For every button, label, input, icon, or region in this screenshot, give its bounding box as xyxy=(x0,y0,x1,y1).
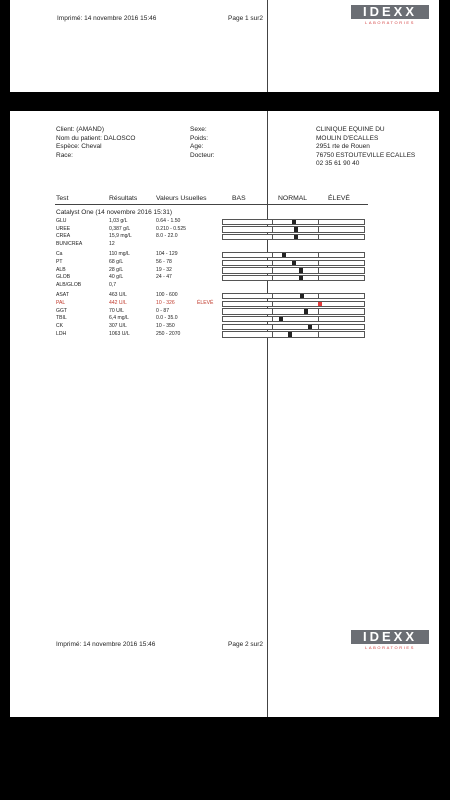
test-result: 110 mg/L xyxy=(109,251,130,258)
value-marker xyxy=(279,317,283,321)
test-name: UREE xyxy=(56,225,71,232)
range-bar xyxy=(222,331,365,337)
range-bar xyxy=(222,219,365,225)
reference-range: 24 - 47 xyxy=(156,274,172,281)
range-divider xyxy=(272,227,273,231)
value-marker xyxy=(300,294,304,298)
range-divider xyxy=(318,294,319,298)
value-marker xyxy=(292,220,296,224)
table-row xyxy=(56,308,376,316)
page-number: Page 1 sur2 xyxy=(228,15,264,22)
table-row xyxy=(56,259,376,267)
range-divider xyxy=(272,317,273,321)
test-name: GLOB xyxy=(56,274,71,281)
fold-line xyxy=(267,0,268,92)
page-number: Page 2 sur2 xyxy=(228,641,264,648)
table-row xyxy=(56,331,376,339)
reference-range: 8.0 - 22.0 xyxy=(156,233,178,240)
range-divider xyxy=(272,235,273,239)
range-divider xyxy=(272,309,273,313)
range-divider xyxy=(318,227,319,231)
value-marker xyxy=(299,276,303,280)
range-divider xyxy=(272,325,273,329)
reference-range: 0 - 87 xyxy=(156,307,170,314)
value-marker xyxy=(299,268,303,272)
test-result: 463 U/L xyxy=(109,292,127,299)
reference-range: 56 - 78 xyxy=(156,259,172,265)
test-result: 12 xyxy=(109,241,115,248)
header-divider xyxy=(55,204,368,205)
reference-range: 104 - 129 xyxy=(156,251,178,258)
range-divider xyxy=(318,261,319,265)
range-divider xyxy=(318,235,319,239)
value-marker xyxy=(288,332,292,336)
range-divider xyxy=(272,220,273,224)
table-row xyxy=(56,292,376,300)
reference-range: 10 - 350 xyxy=(156,323,175,330)
range-bar xyxy=(222,260,365,266)
test-result: 68 g/L xyxy=(109,259,124,265)
table-row xyxy=(56,226,376,234)
range-bar xyxy=(222,226,365,232)
range-divider xyxy=(272,302,273,306)
table-row xyxy=(56,233,376,241)
page-2 xyxy=(10,111,439,717)
test-result: 15,9 mg/L xyxy=(109,233,132,240)
reference-range: 0.0 - 35.0 xyxy=(156,315,178,322)
idexx-logo: IDEXX LABORATORIES xyxy=(351,5,429,27)
table-row xyxy=(56,282,376,290)
printed-date: Imprimé: 14 novembre 2016 15:46 xyxy=(57,15,157,22)
doctor: Docteur: xyxy=(190,151,215,159)
range-bar xyxy=(222,293,365,299)
test-result: 6,4 mg/L xyxy=(109,315,129,322)
range-divider xyxy=(318,220,319,224)
range-divider xyxy=(272,268,273,272)
range-divider xyxy=(272,253,273,257)
patient-info xyxy=(56,126,135,160)
range-divider xyxy=(272,294,273,298)
col-results: Résultats xyxy=(109,195,138,202)
reference-range: 100 - 600 xyxy=(156,292,178,299)
range-divider xyxy=(318,268,319,272)
test-name: ALB xyxy=(56,266,66,273)
range-divider xyxy=(318,317,319,321)
range-bar xyxy=(222,301,365,307)
reference-range: 0.64 - 1.50 xyxy=(156,218,181,224)
test-name: GGT xyxy=(56,307,68,314)
range-bar xyxy=(222,252,365,258)
value-marker xyxy=(282,253,286,257)
test-name: CK xyxy=(56,323,64,330)
reference-range: 250 - 2070 xyxy=(156,330,181,337)
printed-date: Imprimé: 14 novembre 2016 15:46 xyxy=(56,641,156,648)
table-row xyxy=(56,323,376,331)
test-name: ALB/GLOB xyxy=(56,282,82,289)
reference-range: 10 - 326 xyxy=(156,300,175,306)
range-divider xyxy=(318,309,319,313)
high-flag: ÉLEVÉ xyxy=(197,300,214,306)
range-divider xyxy=(318,276,319,280)
table-row xyxy=(56,251,376,259)
range-bar xyxy=(222,308,365,314)
value-marker xyxy=(318,302,322,306)
range-divider xyxy=(318,253,319,257)
test-name: ASAT xyxy=(56,292,69,299)
test-name: CREA xyxy=(56,233,71,240)
range-divider xyxy=(318,325,319,329)
range-bar xyxy=(222,275,365,281)
value-marker xyxy=(308,325,312,329)
test-result: 1063 U/L xyxy=(109,330,130,337)
test-name: TBIL xyxy=(56,315,67,322)
fold-line xyxy=(267,111,268,717)
client: Client: (AMAND) xyxy=(56,126,105,133)
table-row xyxy=(56,218,376,226)
race: Race: xyxy=(56,151,73,159)
table-row xyxy=(56,267,376,275)
value-marker xyxy=(304,309,308,313)
value-marker xyxy=(292,261,296,265)
test-result: 28 g/L xyxy=(109,266,124,273)
range-divider xyxy=(272,261,273,265)
sex: Sexe: xyxy=(190,126,207,133)
clinic-address: CLINIQUE EQUINE DU MOULIN D'ECALLES 2951 rte de Rouen 76750 ESTOUTEVILLE ECALLES 02 35 61 90 40 xyxy=(316,126,416,167)
section-title: Catalyst One (14 novembre 2016 15:31) xyxy=(56,209,172,216)
reference-range: 0.210 - 0.525 xyxy=(156,225,187,232)
test-name: BUN/CREA xyxy=(56,241,83,248)
range-bar xyxy=(222,324,365,330)
value-marker xyxy=(294,235,298,239)
idexx-logo: IDEXX LABORATORIES xyxy=(351,630,429,652)
patient-details xyxy=(190,126,215,160)
range-bar xyxy=(222,316,365,322)
patient-name: Nom du patient: DALOSCO xyxy=(56,134,136,142)
test-result: 0,7 xyxy=(109,282,117,289)
table-row xyxy=(56,315,376,323)
range-divider xyxy=(272,276,273,280)
test-result: 40 g/L xyxy=(109,274,124,281)
table-row xyxy=(56,300,376,308)
test-name: PT xyxy=(56,259,63,265)
test-name: GLU xyxy=(56,218,67,224)
page-1-strip xyxy=(10,0,439,92)
col-high: ÉLEVÉ xyxy=(328,195,350,202)
test-result: 1,03 g/L xyxy=(109,218,128,224)
col-normal: NORMAL xyxy=(278,195,308,202)
test-result: 0,387 g/L xyxy=(109,225,131,232)
reference-range: 19 - 32 xyxy=(156,266,172,273)
weight: Poids: xyxy=(190,134,209,142)
test-name: Ca xyxy=(56,251,63,258)
col-ref: Valeurs Usuelles xyxy=(156,195,207,202)
col-test: Test xyxy=(56,195,69,202)
species: Espèce: Cheval xyxy=(56,143,102,150)
age: Age: xyxy=(190,143,204,150)
range-divider xyxy=(318,332,319,336)
range-bar xyxy=(222,267,365,273)
table-row xyxy=(56,241,376,249)
test-result: 442 U/L xyxy=(109,300,127,306)
table-row xyxy=(56,274,376,282)
range-bar xyxy=(222,234,365,240)
test-name: PAL xyxy=(56,300,66,306)
col-low: BAS xyxy=(232,195,246,202)
range-divider xyxy=(272,332,273,336)
test-name: LDH xyxy=(56,330,67,337)
test-result: 307 U/L xyxy=(109,323,127,330)
test-result: 70 U/L xyxy=(109,307,125,314)
value-marker xyxy=(294,227,298,231)
